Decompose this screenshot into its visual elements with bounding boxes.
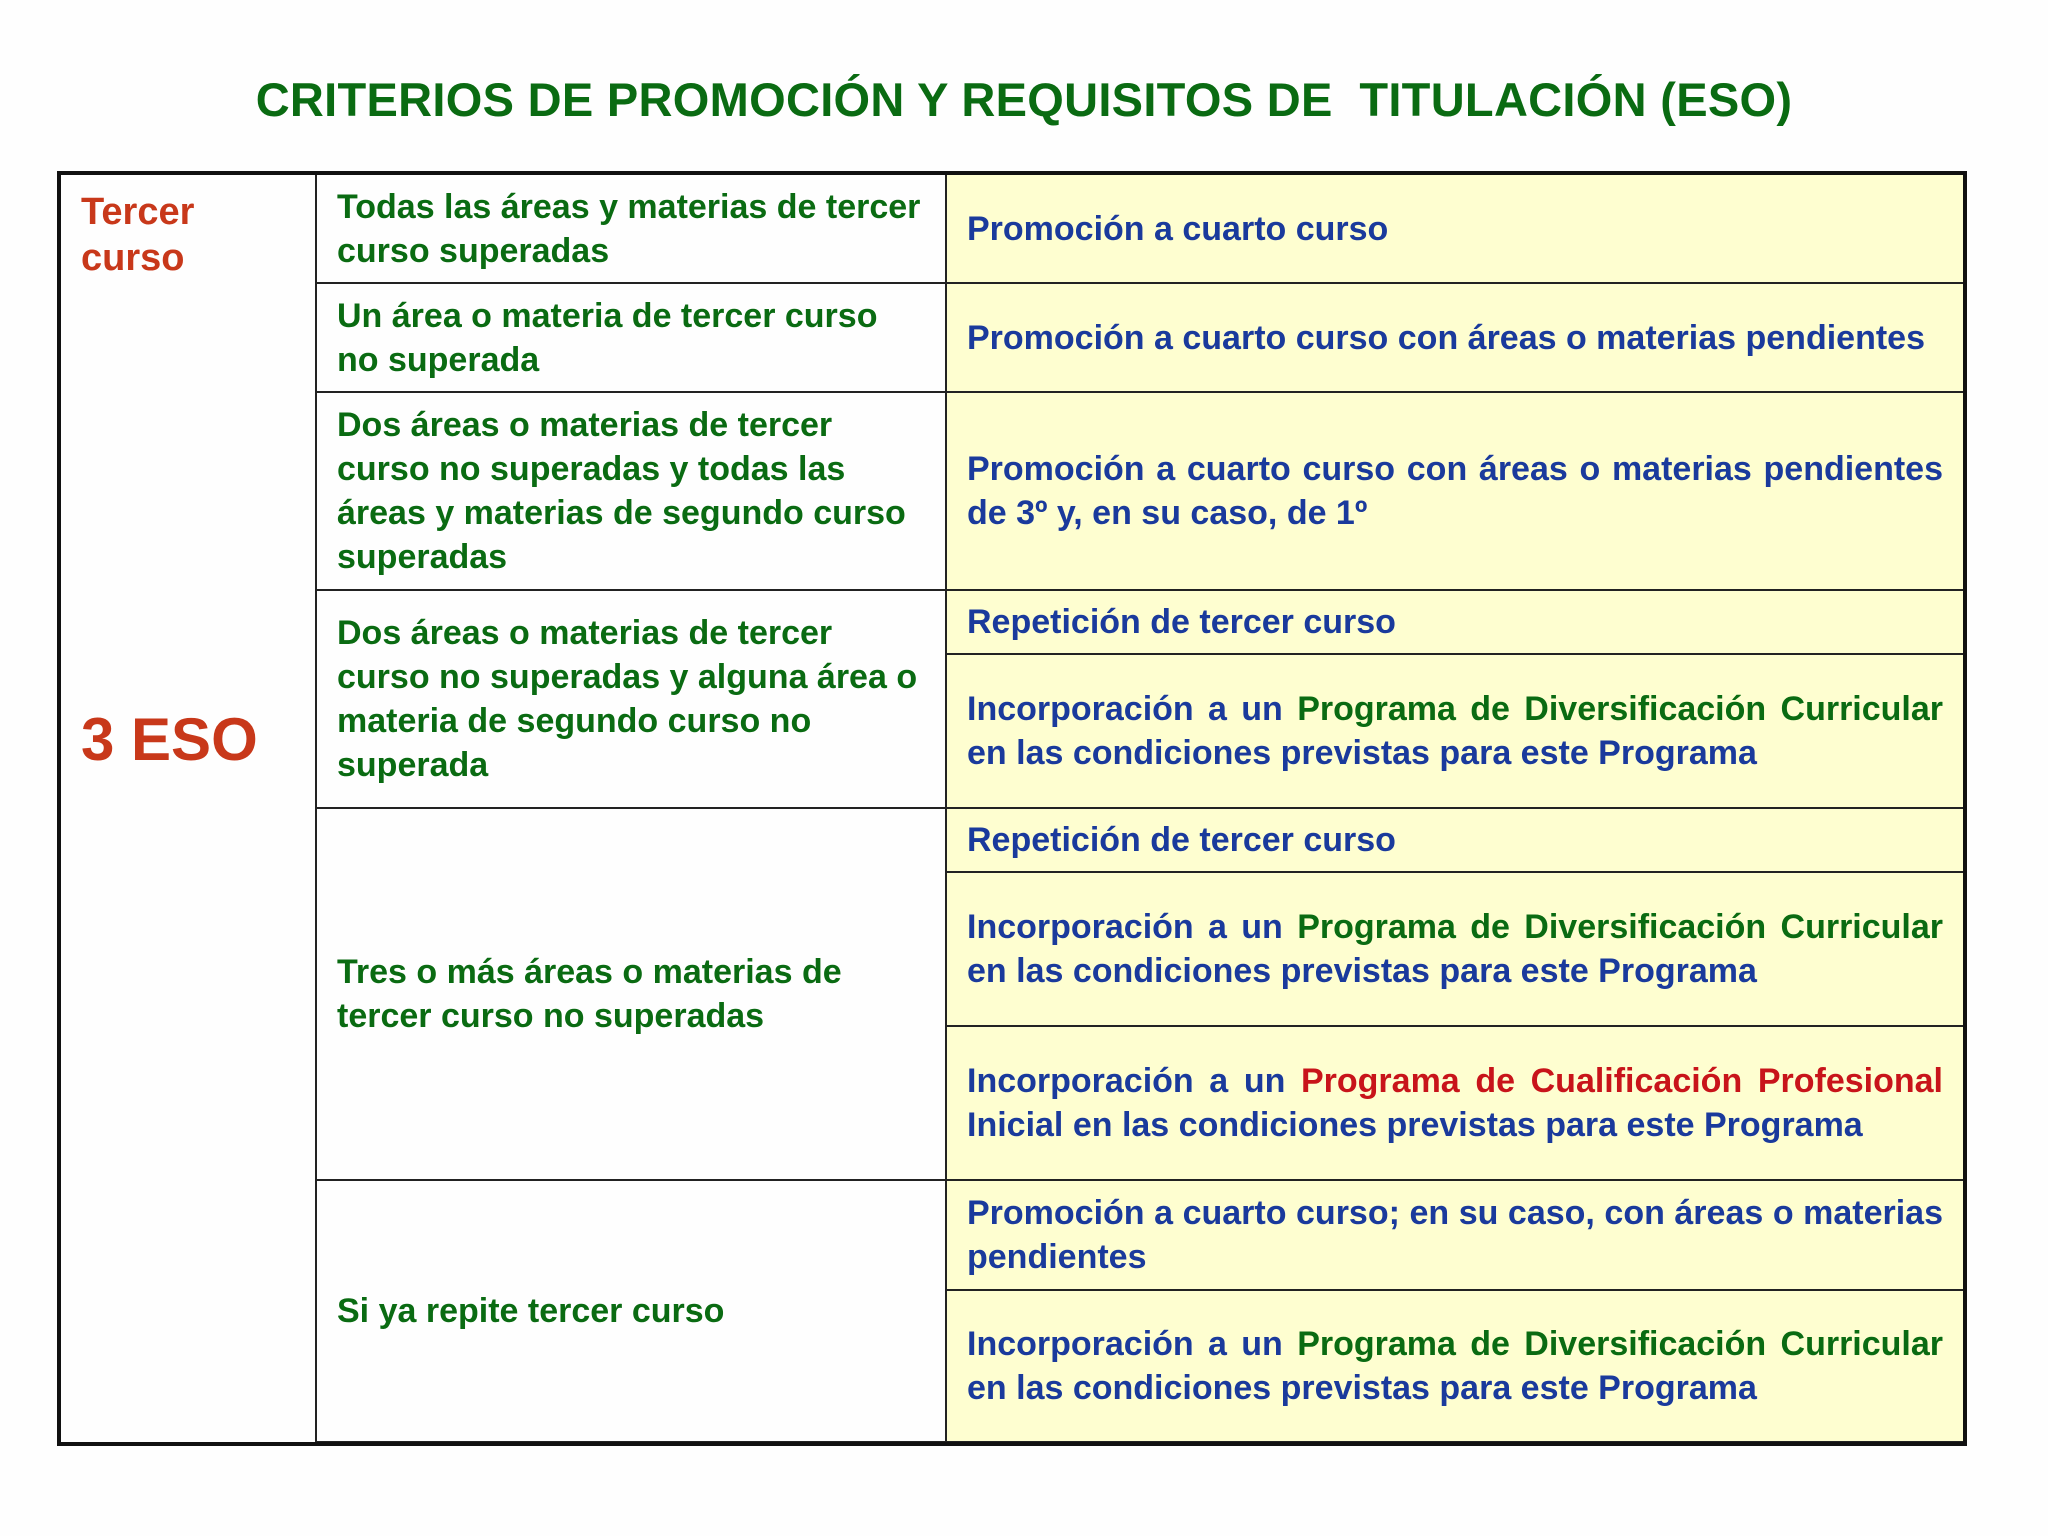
condition-cell: Dos áreas o materias de tercer curso no superadas y todas las áreas y materias de segundo curso superadas — [316, 392, 946, 590]
result-text: Inicial en las condiciones previstas para este Programa — [967, 1106, 1863, 1144]
table-row — [59, 590, 1965, 654]
result-text: Incorporación a un — [967, 908, 1298, 946]
table-row — [59, 1180, 1965, 1290]
program-name: Programa de Diversificación Curricular — [1297, 908, 1944, 946]
result-cell: Promoción a cuarto curso con áreas o materias pendientes de 3º y, en su caso, de 1º — [946, 392, 1965, 590]
table-row — [59, 283, 1965, 392]
condition-cell: Tres o más áreas o materias de tercer curso no superadas — [316, 808, 946, 1180]
result-cell: Promoción a cuarto curso; en su caso, con áreas o materias pendientes — [946, 1180, 1965, 1290]
year-label: Tercer curso — [81, 191, 195, 279]
result-cell — [946, 872, 1965, 1026]
program-name: Programa de Diversificación Curricular — [1297, 690, 1944, 728]
result-text: en las condiciones previstas para este Programa — [967, 1369, 1757, 1407]
year-big-label: 3 ESO — [81, 706, 258, 773]
result-cell — [946, 654, 1965, 808]
result-cell: Repetición de tercer curso — [946, 808, 1965, 872]
result-cell — [946, 1290, 1965, 1442]
program-name: Programa de Cualificación Profesional — [1300, 1062, 1943, 1100]
condition-cell: Si ya repite tercer curso — [316, 1180, 946, 1442]
result-cell: Repetición de tercer curso — [946, 590, 1965, 654]
program-name: Programa de Diversificación Curricular — [1297, 1325, 1944, 1363]
table-row — [59, 173, 1965, 283]
table-row — [59, 808, 1965, 872]
result-cell: Promoción a cuarto curso — [946, 173, 1965, 283]
result-text: Incorporación a un — [967, 1062, 1301, 1100]
condition-cell: Un área o materia de tercer curso no superada — [316, 283, 946, 392]
criteria-table — [57, 171, 1967, 1446]
condition-cell: Dos áreas o materias de tercer curso no superadas y alguna área o materia de segundo curso no superada — [316, 590, 946, 808]
result-text: en las condiciones previstas para este Programa — [967, 952, 1757, 990]
condition-cell: Todas las áreas y materias de tercer curso superadas — [316, 173, 946, 283]
year-cell — [59, 173, 316, 1444]
result-cell — [946, 1026, 1965, 1180]
table-row — [59, 392, 1965, 590]
result-text: en las condiciones previstas para este Programa — [967, 734, 1757, 772]
result-text: Incorporación a un — [967, 690, 1298, 728]
result-cell: Promoción a cuarto curso con áreas o materias pendientes — [946, 283, 1965, 392]
result-text: Incorporación a un — [967, 1325, 1298, 1363]
page-title: CRITERIOS DE PROMOCIÓN Y REQUISITOS DE TITULACIÓN (ESO) — [255, 73, 1793, 126]
